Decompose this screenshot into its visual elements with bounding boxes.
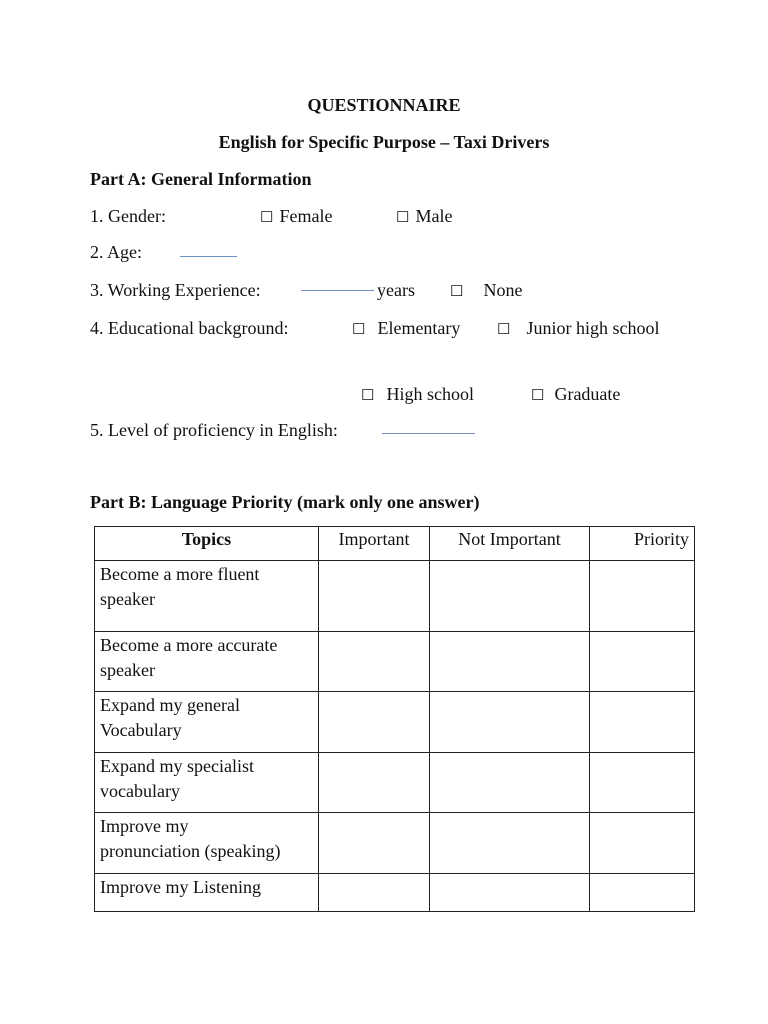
priority-table bbox=[94, 526, 695, 912]
education-label: 4. Educational background: bbox=[90, 318, 289, 338]
topic-cell bbox=[95, 692, 319, 753]
important-cell[interactable] bbox=[319, 874, 430, 912]
priority-cell[interactable] bbox=[590, 813, 695, 874]
topic-line: Expand my general bbox=[100, 695, 240, 715]
priority-cell[interactable] bbox=[590, 561, 695, 632]
topic-cell bbox=[95, 813, 319, 874]
table-row bbox=[95, 813, 695, 874]
checkbox-icon[interactable]: ☐ bbox=[396, 210, 410, 226]
option-label: Female bbox=[279, 206, 333, 226]
not-important-cell[interactable] bbox=[430, 874, 590, 912]
experience-unit: years bbox=[377, 280, 415, 300]
topic-line: speaker bbox=[100, 589, 155, 609]
age-blank-line[interactable] bbox=[180, 256, 237, 257]
document-title: QUESTIONNAIRE bbox=[307, 95, 461, 115]
not-important-cell[interactable] bbox=[430, 632, 590, 692]
table-row bbox=[95, 753, 695, 813]
not-important-cell[interactable] bbox=[430, 813, 590, 874]
proficiency-label: 5. Level of proficiency in English: bbox=[90, 420, 338, 440]
column-header-priority: Priority bbox=[590, 527, 695, 561]
education-elementary-option[interactable] bbox=[352, 317, 460, 341]
table-header-row bbox=[95, 527, 695, 561]
not-important-cell[interactable] bbox=[430, 692, 590, 753]
topic-line: Improve my Listening bbox=[100, 877, 261, 897]
table-row bbox=[95, 561, 695, 632]
not-important-cell[interactable] bbox=[430, 753, 590, 813]
important-cell[interactable] bbox=[319, 692, 430, 753]
topic-line: Become a more fluent bbox=[100, 564, 260, 584]
column-header-topics: Topics bbox=[95, 527, 319, 561]
part-b-heading: Part B: Language Priority (mark only one answer) bbox=[90, 492, 480, 512]
topic-cell bbox=[95, 874, 319, 912]
topic-cell bbox=[95, 632, 319, 692]
proficiency-blank-line[interactable] bbox=[382, 433, 475, 434]
part-a-heading: Part A: General Information bbox=[90, 169, 312, 189]
table-row bbox=[95, 874, 695, 912]
topic-cell bbox=[95, 561, 319, 632]
experience-blank-line[interactable] bbox=[301, 290, 374, 291]
gender-female-option[interactable] bbox=[260, 205, 332, 229]
option-label: Graduate bbox=[554, 384, 621, 404]
experience-none-option[interactable] bbox=[450, 279, 522, 303]
option-label: None bbox=[483, 280, 523, 300]
priority-cell[interactable] bbox=[590, 753, 695, 813]
gender-label: 1. Gender: bbox=[90, 206, 166, 226]
education-high-school-option[interactable] bbox=[361, 383, 474, 407]
topic-line: speaker bbox=[100, 660, 155, 680]
gender-male-option[interactable] bbox=[396, 205, 452, 229]
option-label: Junior high school bbox=[526, 318, 660, 338]
checkbox-icon[interactable]: ☐ bbox=[352, 322, 366, 338]
not-important-cell[interactable] bbox=[430, 561, 590, 632]
topic-line: Expand my specialist bbox=[100, 756, 254, 776]
topic-line: Vocabulary bbox=[100, 720, 182, 740]
priority-cell[interactable] bbox=[590, 692, 695, 753]
option-label: Male bbox=[415, 206, 453, 226]
topic-cell bbox=[95, 753, 319, 813]
important-cell[interactable] bbox=[319, 753, 430, 813]
priority-cell[interactable] bbox=[590, 874, 695, 912]
document-subtitle: English for Specific Purpose – Taxi Drivers bbox=[218, 132, 550, 152]
table-row bbox=[95, 692, 695, 753]
important-cell[interactable] bbox=[319, 561, 430, 632]
checkbox-icon[interactable]: ☐ bbox=[450, 284, 464, 300]
option-label: Elementary bbox=[377, 318, 461, 338]
experience-label: 3. Working Experience: bbox=[90, 280, 261, 300]
checkbox-icon[interactable]: ☐ bbox=[361, 388, 375, 404]
topic-line: pronunciation (speaking) bbox=[100, 841, 281, 861]
important-cell[interactable] bbox=[319, 813, 430, 874]
checkbox-icon[interactable]: ☐ bbox=[497, 322, 511, 338]
table-row bbox=[95, 632, 695, 692]
topic-line: vocabulary bbox=[100, 781, 180, 801]
option-label: High school bbox=[386, 384, 474, 404]
important-cell[interactable] bbox=[319, 632, 430, 692]
column-header-not-important: Not Important bbox=[430, 527, 590, 561]
topic-line: Become a more accurate bbox=[100, 635, 278, 655]
checkbox-icon[interactable]: ☐ bbox=[260, 210, 274, 226]
checkbox-icon[interactable]: ☐ bbox=[531, 388, 545, 404]
education-junior-high-option[interactable] bbox=[497, 317, 659, 341]
age-label: 2. Age: bbox=[90, 242, 142, 262]
column-header-important: Important bbox=[319, 527, 430, 561]
education-graduate-option[interactable] bbox=[531, 383, 620, 407]
topic-line: Improve my bbox=[100, 816, 189, 836]
priority-cell[interactable] bbox=[590, 632, 695, 692]
